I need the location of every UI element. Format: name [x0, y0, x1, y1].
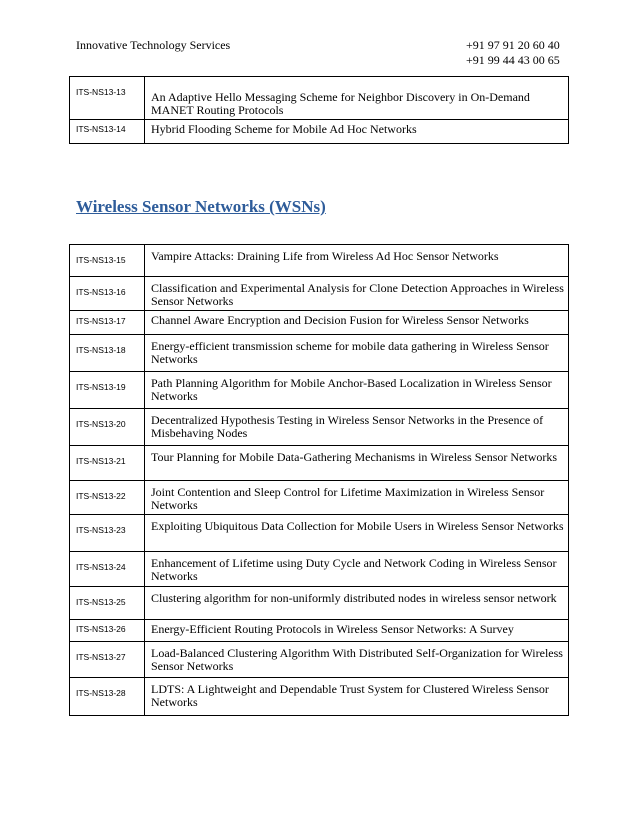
project-title: Clustering algorithm for non-uniformly distributed nodes in wireless sensor network: [145, 587, 569, 620]
project-title: Energy-efficient transmission scheme for mobile data gathering in Wireless Sensor Networks: [145, 335, 569, 372]
project-code: ITS-NS13-20: [70, 409, 145, 446]
table-row: [70, 446, 569, 481]
project-title: Channel Aware Encryption and Decision Fusion for Wireless Sensor Networks: [145, 311, 569, 335]
project-code: ITS-NS13-24: [70, 552, 145, 587]
project-title: Vampire Attacks: Draining Life from Wireless Ad Hoc Sensor Networks: [145, 245, 569, 277]
project-title: Energy-Efficient Routing Protocols in Wireless Sensor Networks: A Survey: [145, 620, 569, 642]
project-code: ITS-NS13-27: [70, 642, 145, 678]
project-title: Exploiting Ubiquitous Data Collection for Mobile Users in Wireless Sensor Networks: [145, 515, 569, 552]
table-row: [70, 77, 569, 120]
company-name: Innovative Technology Services: [76, 38, 231, 52]
phone-number-2: +91 99 44 43 00 65: [466, 53, 560, 67]
project-code: ITS-NS13-18: [70, 335, 145, 372]
project-title: Joint Contention and Sleep Control for Lifetime Maximization in Wireless Sensor Networks: [145, 481, 569, 515]
project-code: ITS-NS13-19: [70, 372, 145, 409]
manet-projects-table: [69, 76, 569, 144]
project-code: ITS-NS13-28: [70, 678, 145, 716]
table-row: [70, 372, 569, 409]
table-row: [70, 277, 569, 311]
table-row: [70, 642, 569, 678]
project-title: Hybrid Flooding Scheme for Mobile Ad Hoc Networks: [145, 120, 569, 144]
project-code: ITS-NS13-21: [70, 446, 145, 481]
project-title: Path Planning Algorithm for Mobile Anchor-Based Localization in Wireless Sensor Networks: [145, 372, 569, 409]
table-row: [70, 678, 569, 716]
project-code: ITS-NS13-25: [70, 587, 145, 620]
contact-phones: [466, 38, 560, 68]
table-row: [70, 409, 569, 446]
phone-number-1: +91 97 91 20 60 40: [466, 38, 560, 52]
wsn-projects-table: [69, 244, 569, 716]
project-code: ITS-NS13-14: [70, 120, 145, 144]
table-row: [70, 120, 569, 144]
project-code: ITS-NS13-22: [70, 481, 145, 515]
project-title: Enhancement of Lifetime using Duty Cycle and Network Coding in Wireless Sensor Networks: [145, 552, 569, 587]
project-title: Load-Balanced Clustering Algorithm With Distributed Self-Organization for Wireless Sensor Networks: [145, 642, 569, 678]
project-title: Classification and Experimental Analysis for Clone Detection Approaches in Wireless Sensor Networks: [145, 277, 569, 311]
table-row: [70, 515, 569, 552]
project-title: Decentralized Hypothesis Testing in Wireless Sensor Networks in the Presence of Misbehaving Nodes: [145, 409, 569, 446]
table-row: [70, 311, 569, 335]
table-row: [70, 335, 569, 372]
project-code: ITS-NS13-15: [70, 245, 145, 277]
project-code: ITS-NS13-23: [70, 515, 145, 552]
project-title: An Adaptive Hello Messaging Scheme for Neighbor Discovery in On-Demand MANET Routing Protocols: [145, 77, 569, 120]
project-code: ITS-NS13-26: [70, 620, 145, 642]
table-row: [70, 620, 569, 642]
project-title: Tour Planning for Mobile Data-Gathering Mechanisms in Wireless Sensor Networks: [145, 446, 569, 481]
project-code: ITS-NS13-16: [70, 277, 145, 311]
table-row: [70, 552, 569, 587]
section-heading: Wireless Sensor Networks (WSNs): [76, 197, 326, 216]
project-title: LDTS: A Lightweight and Dependable Trust System for Clustered Wireless Sensor Networks: [145, 678, 569, 716]
table-row: [70, 245, 569, 277]
project-code: ITS-NS13-17: [70, 311, 145, 335]
project-code: ITS-NS13-13: [70, 77, 145, 120]
table-row: [70, 587, 569, 620]
table-row: [70, 481, 569, 515]
